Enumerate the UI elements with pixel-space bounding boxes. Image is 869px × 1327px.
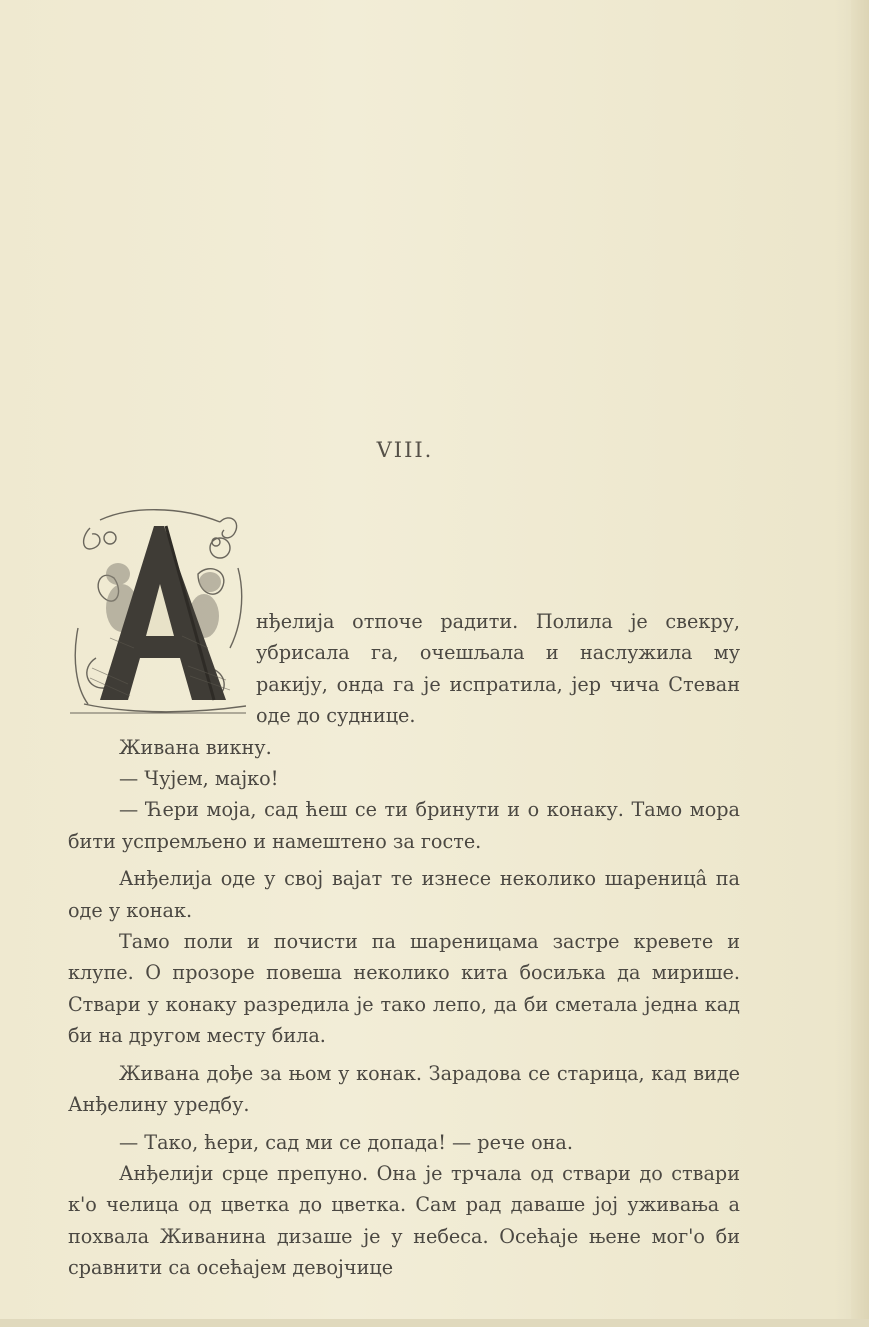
paragraph-6: Тамо поли и почисти па шареницама застре кревете и клупе. О прозоре повеша неколико кита босиљка да мирише. Ствари у конаку разредила је тако лепо, да би сметала једна кад би на другом месту била. [68, 930, 740, 1048]
paragraph-7: Живана дође за њом у конак. Зарадова се старица, кад виде Анђелину уредбу. [68, 1061, 740, 1117]
page-edge [851, 0, 869, 1327]
paragraph-5: Анђелија оде у свој вајат те изнесе неколико шареницâ па оде у конак. [68, 867, 740, 922]
paragraph-9: Анђелији срце препуно. Она је трчала од ствари до ствари к'о челица од цветка до цветка. Сам рад даваше јој уживања а похвала Живанина дизаше је у небеса. Осећаје њене мог'о би сравнити са осећајем девојчице [68, 1161, 740, 1280]
paragraph-2: Живана викну. [119, 735, 272, 759]
page-bottom-edge [0, 1319, 869, 1327]
paragraph-3: — Чујем, мајко! [119, 767, 279, 791]
chapter-heading: VIII. [376, 438, 434, 462]
paragraph-1: нђелија отпоче радити. Полила је свекру, убрисала га, очешљала и наслужила му ракију, онда га је испратила, јер чича Стеван оде до суднице. [256, 610, 740, 728]
body-text [68, 606, 740, 1284]
paragraph-4: — Ћери моја, сад ћеш се ти бринути и о конаку. Тамо мора бити успремљено и намештено за госте. [68, 798, 740, 853]
paragraph-8: — Тако, ћери, сад ми се допада! — рече она. [119, 1130, 573, 1154]
